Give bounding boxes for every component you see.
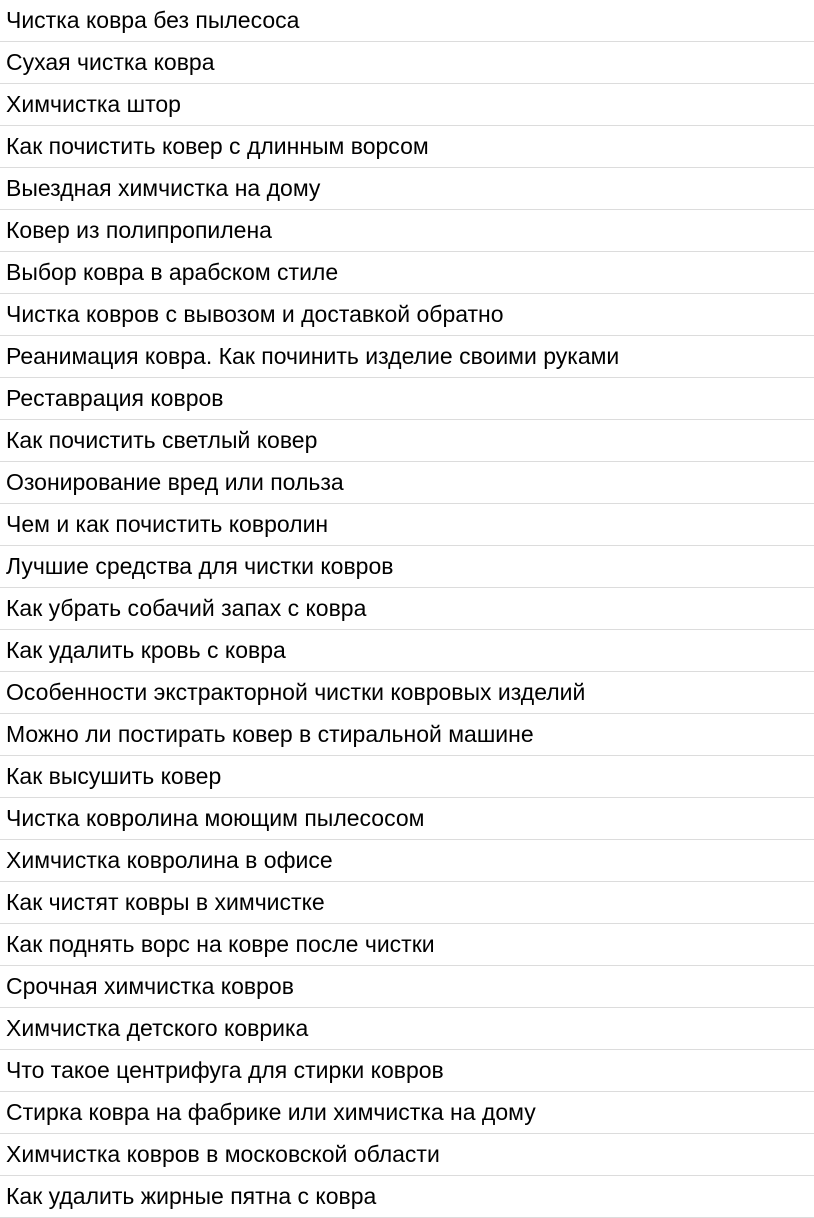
- list-item: [0, 966, 814, 1008]
- article-link[interactable]: Как поднять ворс на ковре после чистки: [6, 931, 435, 957]
- list-item: [0, 420, 814, 462]
- list-item: [0, 168, 814, 210]
- list-item: [0, 336, 814, 378]
- list-item: [0, 0, 814, 42]
- article-link[interactable]: Можно ли постирать ковер в стиральной машине: [6, 721, 534, 747]
- list-item: [0, 714, 814, 756]
- article-link[interactable]: Особенности экстракторной чистки ковровых изделий: [6, 679, 586, 705]
- list-item: [0, 798, 814, 840]
- article-link[interactable]: Выбор ковра в арабском стиле: [6, 259, 339, 285]
- article-link[interactable]: Как почистить светлый ковер: [6, 427, 318, 453]
- article-link[interactable]: Химчистка ковролина в офисе: [6, 847, 333, 873]
- list-item: [0, 1134, 814, 1176]
- article-link[interactable]: Химчистка штор: [6, 91, 181, 117]
- list-item: [0, 252, 814, 294]
- article-link[interactable]: Химчистка ковров в московской области: [6, 1141, 440, 1167]
- list-item: [0, 462, 814, 504]
- list-item: [0, 1050, 814, 1092]
- list-item: [0, 840, 814, 882]
- list-item: [0, 882, 814, 924]
- article-link[interactable]: Срочная химчистка ковров: [6, 973, 294, 999]
- list-item: [0, 504, 814, 546]
- list-item: [0, 210, 814, 252]
- article-link[interactable]: Стирка ковра на фабрике или химчистка на дому: [6, 1099, 536, 1125]
- list-item: [0, 756, 814, 798]
- list-item: [0, 924, 814, 966]
- article-link[interactable]: Сухая чистка ковра: [6, 49, 215, 75]
- article-link[interactable]: Чем и как почистить ковролин: [6, 511, 329, 537]
- article-link[interactable]: Лучшие средства для чистки ковров: [6, 553, 394, 579]
- article-link[interactable]: Чистка ковров с вывозом и доставкой обратно: [6, 301, 504, 327]
- article-link[interactable]: Что такое центрифуга для стирки ковров: [6, 1057, 444, 1083]
- article-link[interactable]: Озонирование вред или польза: [6, 469, 344, 495]
- list-item: [0, 126, 814, 168]
- list-item: [0, 42, 814, 84]
- list-item: [0, 1092, 814, 1134]
- article-link[interactable]: Как удалить кровь с ковра: [6, 637, 286, 663]
- list-item: [0, 546, 814, 588]
- list-item: [0, 84, 814, 126]
- article-link[interactable]: Как высушить ковер: [6, 763, 222, 789]
- list-item: [0, 1008, 814, 1050]
- article-link[interactable]: Ковер из полипропилена: [6, 217, 272, 243]
- list-item: [0, 630, 814, 672]
- article-link[interactable]: Как убрать собачий запах с ковра: [6, 595, 367, 621]
- article-link[interactable]: Химчистка детского коврика: [6, 1015, 309, 1041]
- article-link[interactable]: Выездная химчистка на дому: [6, 175, 321, 201]
- list-item: [0, 588, 814, 630]
- article-link[interactable]: Как почистить ковер с длинным ворсом: [6, 133, 429, 159]
- article-link[interactable]: Чистка ковра без пылесоса: [6, 7, 300, 33]
- article-link[interactable]: Реставрация ковров: [6, 385, 224, 411]
- list-item: [0, 294, 814, 336]
- article-link[interactable]: Реанимация ковра. Как починить изделие своими руками: [6, 343, 620, 369]
- article-link[interactable]: Как чистят ковры в химчистке: [6, 889, 325, 915]
- article-link[interactable]: Как удалить жирные пятна с ковра: [6, 1183, 377, 1209]
- list-item: [0, 1176, 814, 1218]
- list-item: [0, 378, 814, 420]
- article-link[interactable]: Чистка ковролина моющим пылесосом: [6, 805, 425, 831]
- list-item: [0, 672, 814, 714]
